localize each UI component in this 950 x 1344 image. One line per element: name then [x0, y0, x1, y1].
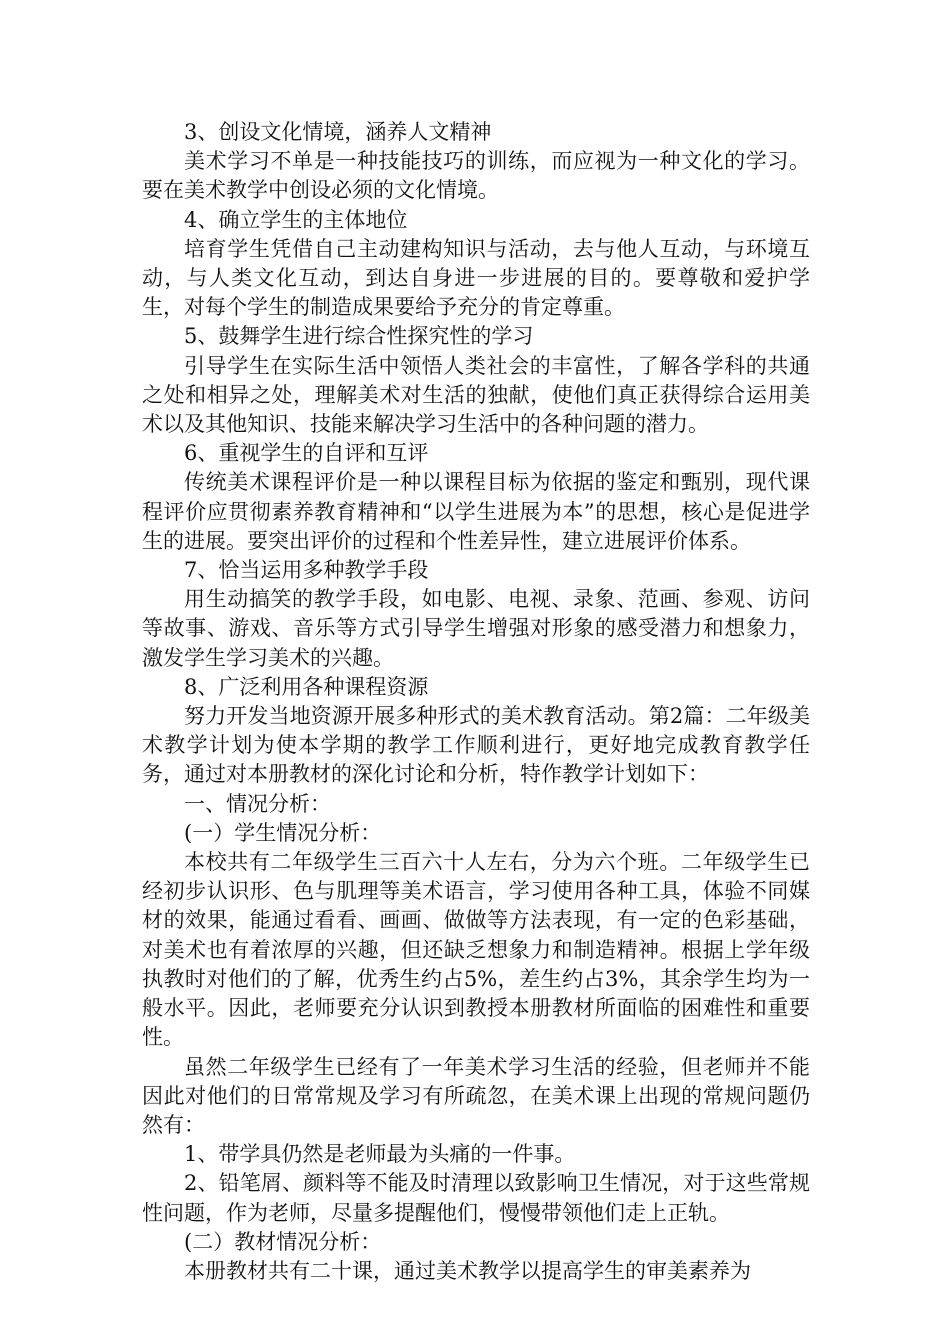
- paragraph: 本册教材共有二十课，通过美术教学以提高学生的审美素养为: [184, 1258, 751, 1283]
- paragraph: 引导学生在实际生活中领悟人类社会的丰富性，了解各学科的共通之处和相异之处，理解美术对生活的独献，使他们真正获得综合运用美术以及其他知识、技能来解决学习生活中的各种问题的潜力。: [142, 353, 810, 437]
- paragraph: 传统美术课程评价是一种以课程目标为依据的鉴定和甄别，现代课程评价应贯彻素养教育精神和“以学生进展为本”的思想，核心是促进学生的进展。要突出评价的过程和个性差异性，建立进展评价体系。: [142, 470, 810, 553]
- paragraph: 用生动搞笑的教学手段，如电影、电视、录象、范画、参观、访问等故事、游戏、音乐等方式引导学生增强对形象的感受潜力和想象力，激发学生学习美术的兴趣。: [142, 587, 810, 670]
- heading-5-comprehensive-learning: 5、鼓舞学生进行综合性探究性的学习: [184, 324, 534, 349]
- heading-6-self-evaluation: 6、重视学生的自评和互评: [184, 441, 429, 466]
- heading-3-culture-context: 3、创设文化情境，涵养人文精神: [184, 120, 492, 144]
- paragraph: 本校共有二年级学生三百六十人左右，分为六个班。二年级学生已经初步认识形、色与肌理等美术语言，学习使用各种工具，体验不同媒材的效果，能通过看看、画画、做做等方法表现，有一定的色彩基础，对美术也有着浓厚的兴趣，但还缺乏想象力和制造精神。根据上学年级执教时对他们的了解，优秀生约占5%，差生约占3%，其余学生均为一般水平。因此，老师要充分认识到教授本册教材所面临的困难性和重要性。: [142, 850, 810, 1050]
- paragraph: 培育学生凭借自己主动建构知识与活动，去与他人互动，与环境互动，与人类文化互动，到达自身进一步进展的目的。要尊敬和爱护学生，对每个学生的制造成果要给予充分的肯定尊重。: [142, 236, 810, 320]
- list-item: 2、铅笔屑、颜料等不能及时清理以致影响卫生情况，对于这些常规性问题，作为老师，尽量多提醒他们，慢慢带领他们走上正轨。: [142, 1171, 810, 1225]
- heading-7-teaching-means: 7、恰当运用多种教学手段: [184, 558, 429, 583]
- paragraph: 美术学习不单是一种技能技巧的训练，而应视为一种文化的学习。要在美术教学中创设必须的文化情境。: [142, 149, 810, 203]
- section-heading-situation-analysis: 一、情况分析：: [184, 791, 331, 816]
- paragraph: 努力开发当地资源开展多种形式的美术教育活动。第2篇：二年级美术教学计划为使本学期的教学工作顺利进行，更好地完成教育教学任务，通过对本册教材的深化讨论和分析，特作教学计划如下：: [142, 704, 810, 787]
- list-item: 1、带学具仍然是老师最为头痛的一件事。: [184, 1142, 576, 1167]
- subheading-textbook-analysis: (二）教材情况分析：: [184, 1229, 382, 1254]
- subheading-student-analysis: (一）学生情况分析：: [184, 820, 382, 845]
- heading-4-student-subject: 4、确立学生的主体地位: [184, 207, 408, 232]
- heading-8-course-resources: 8、广泛利用各种课程资源: [184, 674, 429, 699]
- document-body: [142, 118, 810, 1286]
- paragraph: 虽然二年级学生已经有了一年美术学习生活的经验，但老师并不能因此对他们的日常常规及学习有所疏忽，在美术课上出现的常规问题仍然有：: [142, 1054, 810, 1137]
